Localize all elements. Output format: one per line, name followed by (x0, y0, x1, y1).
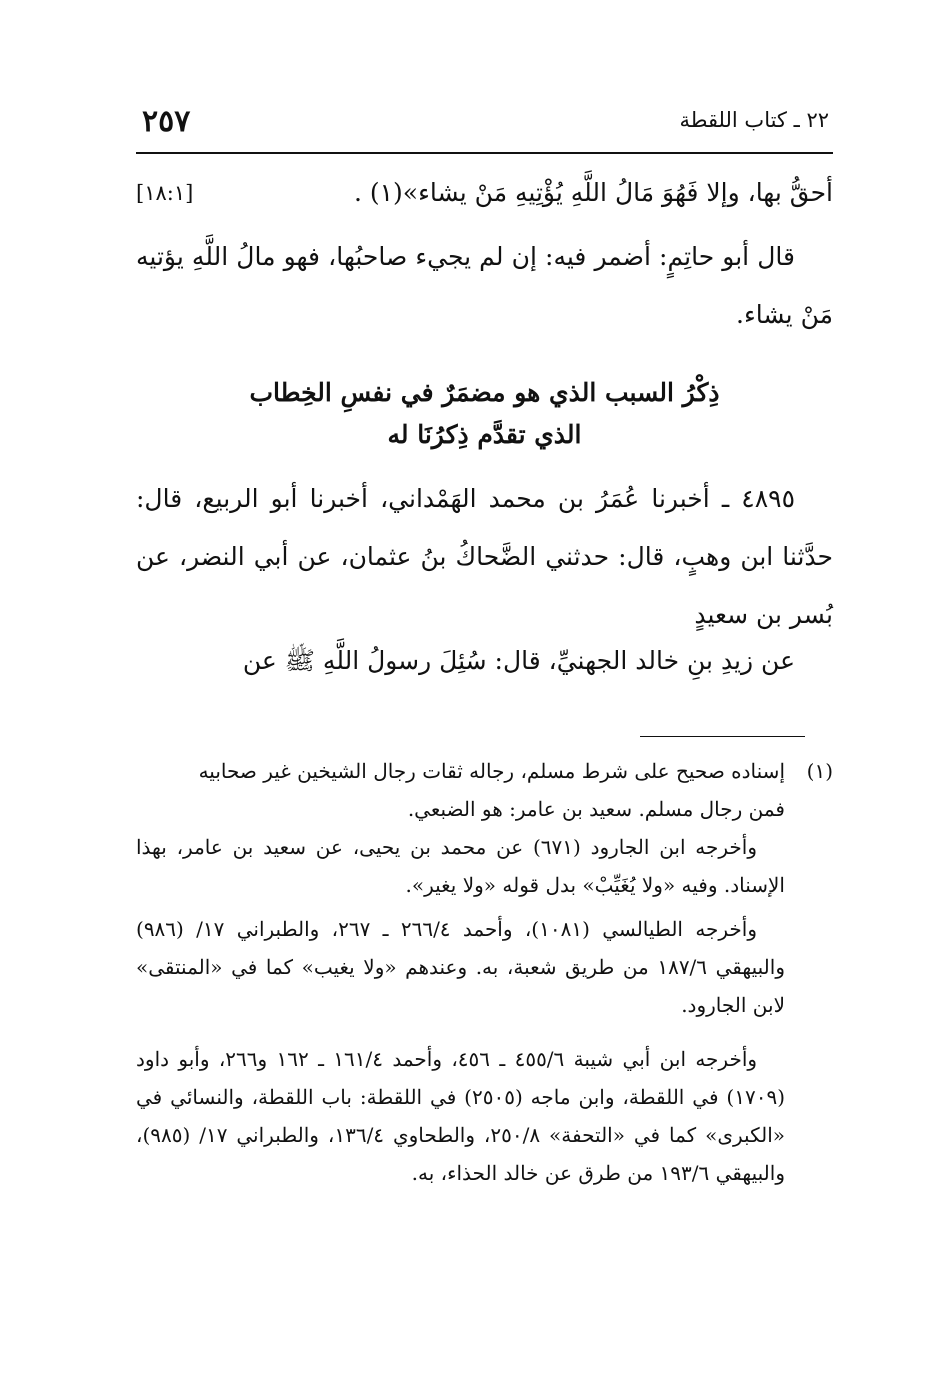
footnote-paragraph: وأخرجه الطيالسي (١٠٨١)، وأحمد ٢٦٦/٤ ـ ٢٦٧، والطبراني ١٧/ (٩٨٦) والبيهقي ١٨٧/٦ من طريق شعبة، به. وعندهم «ولا يغيب» كما في «المنتقى» لابن الجارود. (136, 917, 785, 1017)
hadith-matn (136, 632, 833, 690)
footnote-1-line-1: إسناده صحيح على شرط مسلم، رجاله ثقات رجال الشيخين غير صحابيه (198, 759, 785, 783)
opening-line: أحقُّ بها، وإلا فَهُوَ مَالُ اللَّهِ يُؤْتِيهِ مَنْ يشاء»(١) . (353, 178, 833, 207)
abu-hatim-comment: قال أبو حاتِمٍ: أضمر فيه: إن لم يجيء صاحبُها، فهو مالُ اللَّهِ يؤتيه مَنْ يشاء. (136, 242, 833, 329)
footnote-divider (640, 736, 805, 737)
section-heading (136, 372, 833, 456)
isnad-paragraph: ٤٨٩٥ ـ أخبرنا عُمَرُ بن محمد الهَمْداني، أخبرنا أبو الربيع، قال: حدَّثنا ابن وهبٍ، قال: حدثني الضَّحاكُ بنُ عثمان، عن أبي النضر، عن بُسر بن سعيدٍ (136, 484, 833, 629)
heading-line-2: الذي تقدَّم ذِكرُنَا له (387, 420, 582, 449)
page-number: ٢٥٧ (142, 104, 191, 139)
commentary-paragraph (136, 228, 833, 344)
matn-paragraph: عن زيدِ بنِ خالد الجهنيِّ، قال: سُئِلَ رسولُ اللَّهِ ﷺ عن (242, 646, 795, 675)
page-header (136, 100, 833, 154)
footnotes (136, 752, 833, 1198)
heading-line-1: ذِكْرُ السبب الذي هو مضمَرٌ في نفسِ الخِطاب (249, 378, 720, 407)
footnote-1-line-2: فمن رجال مسلم. سعيد بن عامر: هو الضبعي. (407, 797, 785, 821)
hadith-continuation (136, 164, 833, 222)
running-title: ٢٢ ـ كتاب اللقطة (679, 108, 829, 132)
reference-tag: [١٨:١] (136, 181, 194, 205)
footnote-marker: (١) (806, 759, 833, 783)
hadith-4895 (136, 470, 833, 644)
footnote-paragraph: وأخرجه ابن الجارود (٦٧١) عن محمد بن يحيى، عن سعيد بن عامر، بهذا الإسناد. وفيه «ولا يُغَيِّبْ» بدل قوله «ولا يغير». (136, 835, 785, 897)
footnote-1 (136, 752, 833, 828)
footnote-paragraph: وأخرجه ابن أبي شيبة ٤٥٥/٦ ـ ٤٥٦، وأحمد ١٦١/٤ ـ ١٦٢ و٢٦٦، وأبو داود (١٧٠٩) في اللقطة، وابن ماجه (٢٥٠٥) في اللقطة: باب اللقطة، والنسائي في «الكبرى» كما في «التحفة» ٢٥٠/٨، والطحاوي ١٣٦/٤، والطبراني ١٧/ (٩٨٥)، والبيهقي ١٩٣/٦ من طرق عن خالد الحذاء، به. (136, 1047, 786, 1185)
